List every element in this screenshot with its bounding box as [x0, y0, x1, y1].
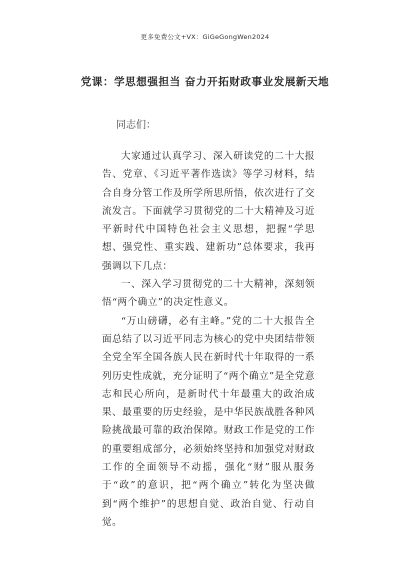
- paragraph-intro: 大家通过认真学习、深入研读党的二十大报告、党章、《习近平著作选读》等学习材料，结合自身分管工作及所学所思所悟，依次进行了交流发言。下面就学习贯彻党的二十大精神及习近平新时代中国特色社会主义思想，把握“学思想、强党性、重实践、建新功”总体要求，我再强调以下几点：: [102, 151, 315, 272]
- header-note: 更多免费公文+VX：GiGeGongWen2024: [140, 33, 270, 41]
- salutation: 同志们：: [116, 120, 156, 131]
- paragraph-section-1: “万山磅礴，必有主峰。”党的二十大报告全面总结了以习近平同志为核心的党中央团结带领全党全军全国各族人民在新时代十年取得的一系列历史性成就，充分证明了“两个确立”是全党意志和民心所向，是新时代十年最重大的政治成果、最重要的历史经验，是中华民族战胜各种风险挑战最可靠的政治保障。财政工作是党的工作的重要组成部分，必须始终坚持和加强党对财政工作的全面领导不动摇，强化“财”服从服务于“政”的意识，把“两个确立”转化为坚决做到“两个维护”的思想自觉、政治自觉、行动自觉。: [102, 315, 315, 528]
- document-body: [102, 118, 315, 532]
- document-title: 党课：学思想强担当 奋力开拓财政事业发展新天地: [80, 76, 330, 88]
- section-heading-1: 一、深入学习贯彻党的二十大精神，深刻领悟“两个确立”的决定性意义。: [102, 279, 315, 309]
